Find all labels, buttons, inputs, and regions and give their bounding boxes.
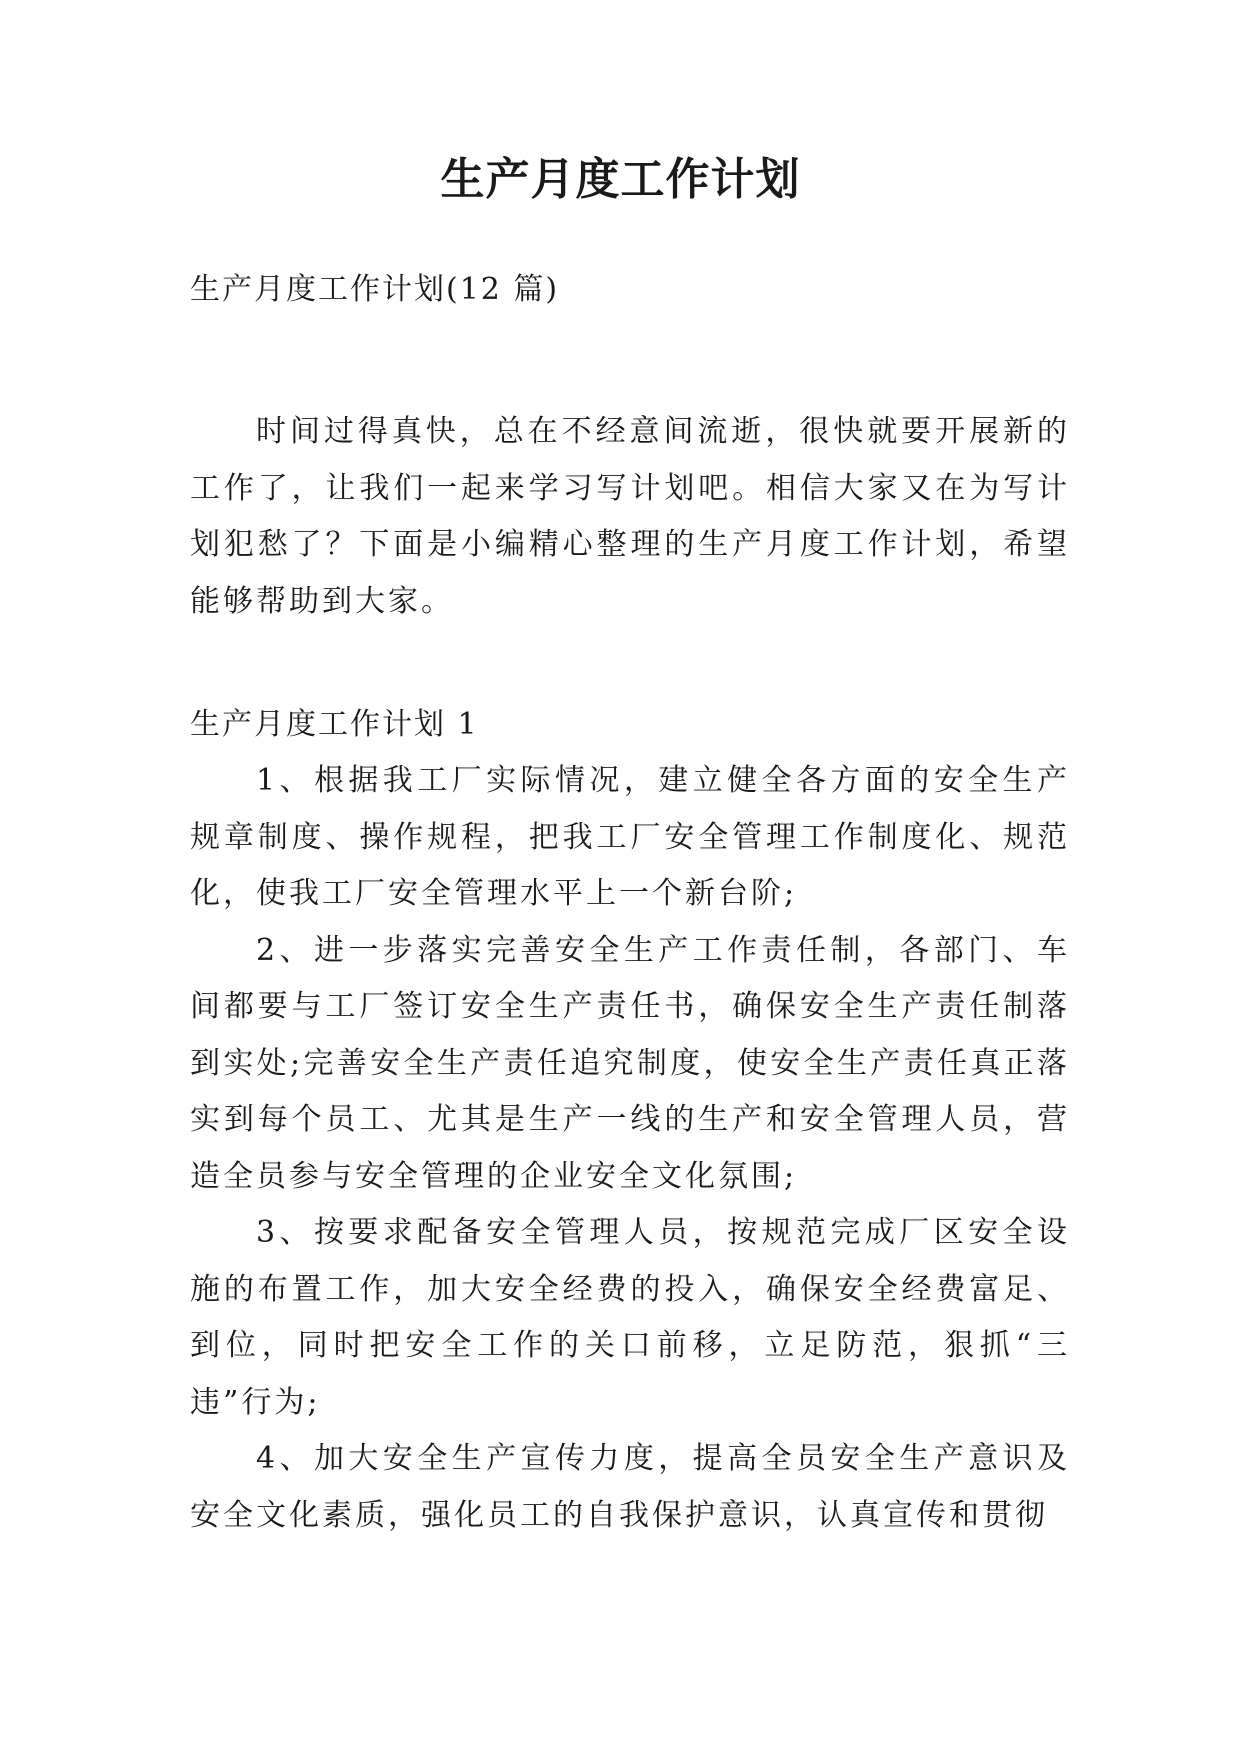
- intro-paragraph: 时间过得真快，总在不经意间流逝，很快就要开展新的工作了，让我们一起来学习写计划吧。相信大家又在为写计划犯愁了？下面是小编精心整理的生产月度工作计划，希望能够帮助到大家。: [190, 414, 1070, 619]
- plan-items-list: [190, 753, 1070, 1544]
- document-title: 生产月度工作计划: [440, 154, 801, 205]
- plan-item-1: 1、根据我工厂实际情况，建立健全各方面的安全生产规章制度、操作规程，把我工厂安全管理工作制度化、规范化，使我工厂安全管理水平上一个新台阶;: [190, 763, 1070, 911]
- plan-item-2: 2、进一步落实完善安全生产工作责任制，各部门、车间都要与工厂签订安全生产责任书，确保安全生产责任制落到实处;完善安全生产责任追究制度，使安全生产责任真正落实到每个员工、尤其是生产一线的生产和安全管理人员，营造全员参与安全管理的企业安全文化氛围;: [190, 932, 1070, 1194]
- section-heading: 生产月度工作计划 1: [190, 707, 479, 742]
- document-subtitle: 生产月度工作计划(12 篇): [190, 272, 560, 307]
- plan-item-3: 3、按要求配备安全管理人员，按规范完成厂区安全设施的布置工作，加大安全经费的投入，确保安全经费富足、到位，同时把安全工作的关口前移，立足防范，狠抓“三违”行为;: [190, 1215, 1070, 1420]
- plan-item-4: 4、加大安全生产宣传力度，提高全员安全生产意识及安全文化素质，强化员工的自我保护意识，认真宣传和贯彻: [190, 1441, 1070, 1533]
